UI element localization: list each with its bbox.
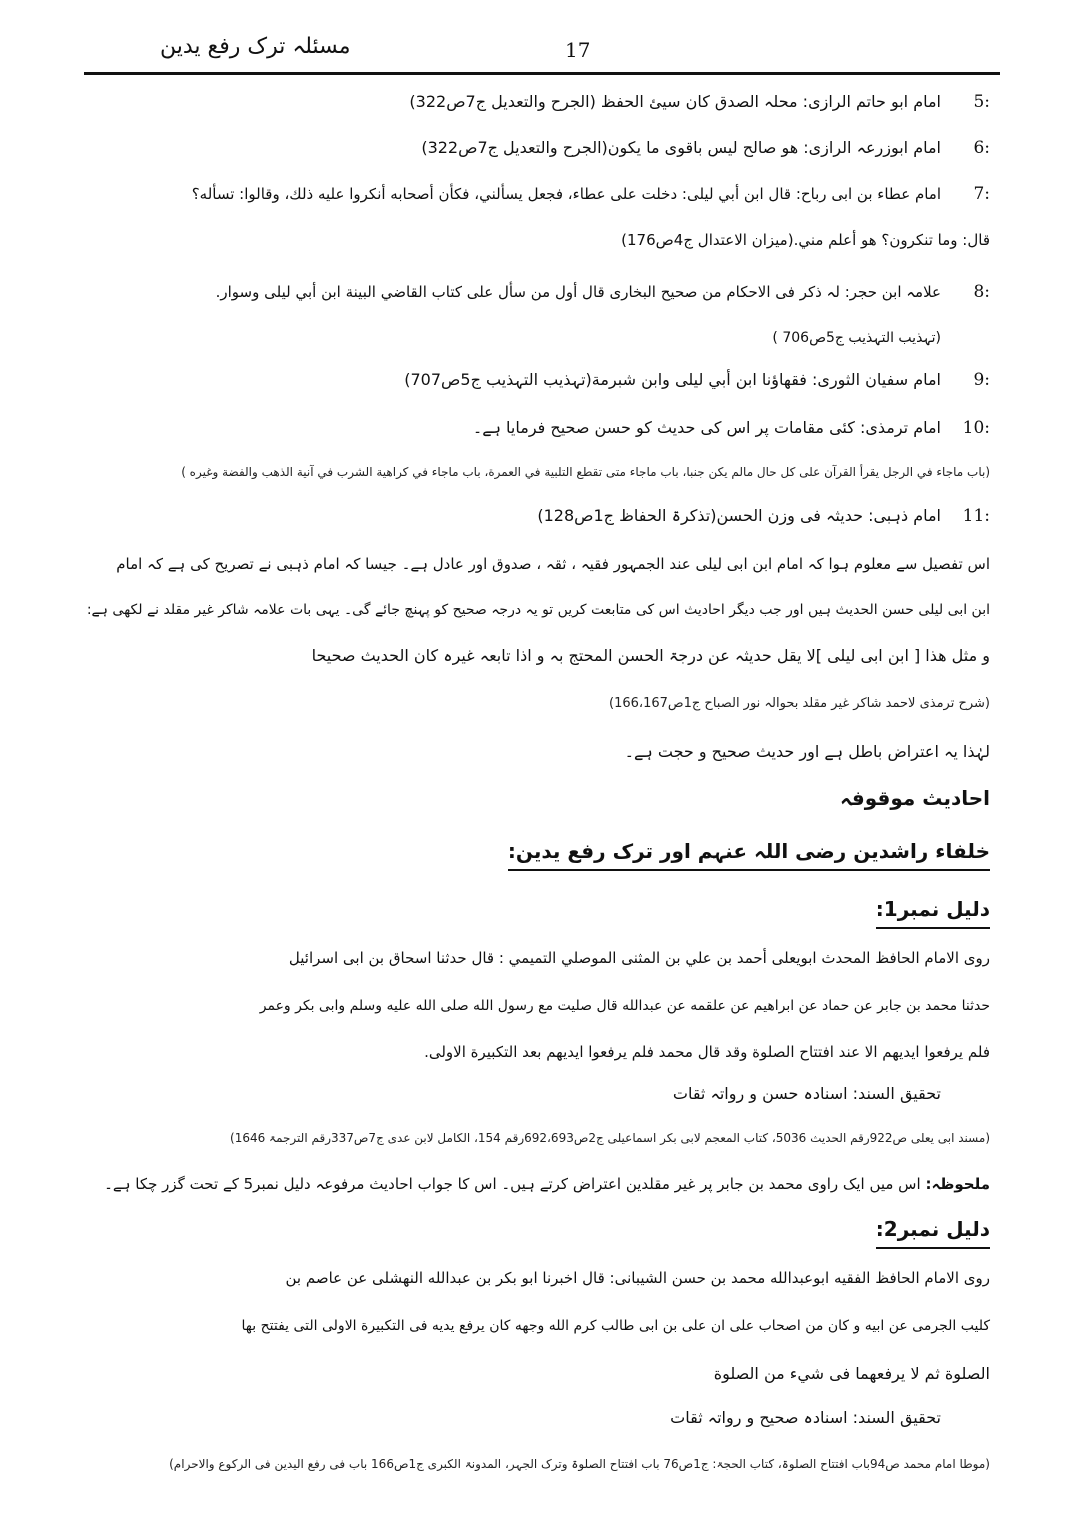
note-label: ملحوظہ: — [925, 1175, 990, 1193]
quote-line: و مثل ھذا [ ابن ابی لیلی ]لا یقل حدیثہ عن درجۃ الحسن المحتج بہ و اذا تابعہ غیرہ کان الحدیث صحیحا — [311, 646, 990, 665]
narration-line: روی الامام الحافظ المحدث ابویعلی أحمد بن علي بن المثنى الموصلي التميمي : قال حدثنا اسحاق بن ابی اسرائیل — [288, 949, 990, 967]
narration-line: حدثنا محمد بن جابر عن حماد عن ابراهیم عن علقمه عن عبدالله قال صلیت مع رسول الله صلی الله علیه وسلم وابی بکر وعمر — [259, 998, 990, 1014]
list-item-continuation: (باب ماجاء في الرجل يقرأ القرآن على كل حال مالم يكن جنبا، باب ماجاء متى تقطع التلبية في العمرة، باب ماجاء في كراهية الشرب في آنية الذهب والفضة وغيره ) — [181, 465, 990, 479]
list-item: امام عطاء بن ابی رباح: قال ابن أبي ليلى: دخلت على عطاء، فجعل يسألني، فكأن أصحابه أنكروا عليه ذلك، وقالوا: تسأله؟ — [191, 185, 941, 203]
item-number: 6: — [973, 138, 990, 158]
page-number: 17 — [565, 38, 591, 62]
item-number: 11: — [962, 506, 990, 526]
list-item: امام ابو حاتم الرازی: محلہ الصدق کان سیئ الحفظ (الجرح والتعدیل ج7ص322) — [409, 92, 941, 111]
narration-line: الصلوة ثم لا یرفعهما فی شيء من الصلوة — [713, 1364, 990, 1383]
evidence-heading: دلیل نمبر1: — [876, 894, 990, 929]
list-item: امام سفیان الثوری: فقهاؤنا ابن أبي ليلى وابن شبرمة(تہذیب التہذیب ج5ص707) — [404, 370, 941, 389]
list-item-continuation: (تہذیب التہذیب ج5ص706 ) — [772, 330, 941, 346]
narration-line: روی الامام الحافظ الفقیه ابوعبدالله محمد بن حسن الشیبانی: قال اخبرنا ابو بکر بن عبدالله النهشلی عن عاصم بن — [285, 1269, 990, 1287]
list-item: امام ابوزرعہ الرازی: ھو صالح لیس باقوی ما یکون(الجرح والتعدیل ج7ص322) — [421, 138, 941, 157]
paragraph-line: اس تفصیل سے معلوم ہوا کہ امام ابن ابی لیلی عند الجمہور فقیہ ، ثقہ ، صدوق اور عادل ہے۔ جیسا کہ امام ذہبی نے تصریح کی ہے کہ امام — [116, 555, 990, 573]
list-item: امام ذہبی: حدیثہ فی وزن الحسن(تذکرۃ الحفاظ ج1ص128) — [537, 506, 941, 525]
paragraph-line: ابن ابی لیلی حسن الحدیث ہیں اور جب دیگر احادیث اس کی متابعت کریں تو یہ درجہ صحیح کو پہنچ جائے گی۔ یہی بات علامہ شاکر غیر مقلد نے لکھی ہے: — [86, 602, 990, 618]
narration-line: کلیب الجرمی عن ابیه و کان من اصحاب علی ان علی بن ابی طالب کرم الله وجهه کان یرفع یدیه فی التکبیرة الاولی التی یفتتح بها — [241, 1318, 990, 1334]
item-number: 9: — [973, 370, 990, 390]
reference: (موطا امام محمد ص94باب افتتاح الصلوۃ، کتاب الحجۃ: ج1ص76 باب افتتاح الصلوۃ وترک الجہر، المدونۃ الکبری ج1ص166 باب فی رفع الیدین فی الرکوع والاحرام) — [169, 1457, 990, 1471]
list-item-continuation: قال: وما تنكرون؟ هو أعلم مني.(میزان الاعتدال ج4ص176) — [621, 231, 990, 249]
reference: (مسند ابی یعلی ص922رقم الحدیث 5036، کتاب المعجم لابی بکر اسماعیلی ج2ص692،693رقم 154، الکامل لابن عدی ج7ص337رقم الترجمۃ 1646) — [230, 1131, 990, 1145]
narration-line: فلم یرفعوا ایدیهم الا عند افتتاح الصلوة وقد قال محمد فلم یرفعوا ایدیهم بعد التکبیرة الاولی. — [424, 1043, 990, 1061]
header-rule — [84, 72, 1000, 75]
note-text: اس میں ایک راوی محمد بن جابر پر غیر مقلدین اعتراض کرتے ہیں۔ اس کا جواب احادیث مرفوعہ دلیل نمبر5 کے تحت گزر چکا ہے۔ — [104, 1175, 921, 1193]
sanad-verdict: تحقیق السند: اسنادہ حسن و رواتہ ثقات — [672, 1084, 941, 1103]
item-number: 8: — [973, 282, 990, 302]
section-subtitle: خلفاء راشدین رضی اللہ عنہم اور ترک رفع یدین: — [508, 836, 990, 871]
evidence-heading: دلیل نمبر2: — [876, 1214, 990, 1249]
list-item: امام ترمذی: کئی مقامات پر اس کی حدیث کو حسن صحیح فرمایا ہے۔ — [472, 418, 941, 437]
item-number: 5: — [973, 92, 990, 112]
note-line — [104, 1172, 990, 1196]
list-item: علامہ ابن حجر: لہ ذکر فی الاحکام من صحیح البخاری قال أول من سأل على كتاب القاضي البينة ابن أبي ليلى وسوار. — [215, 283, 941, 301]
item-number: 10: — [962, 418, 990, 438]
section-title: احادیث موقوفہ — [839, 786, 990, 810]
sanad-verdict: تحقیق السند: اسنادہ صحیح و رواتہ ثقات — [670, 1408, 941, 1427]
reference: (شرح ترمذی لاحمد شاکر غیر مقلد بحوالہ نور الصباح ج1ص166،167) — [609, 696, 990, 711]
header-title: مسئلہ ترک رفع یدین — [160, 34, 351, 59]
conclusion: لہٰذا یہ اعتراض باطل ہے اور حدیث صحیح و حجت ہے۔ — [624, 742, 990, 761]
item-number: 7: — [973, 184, 990, 204]
